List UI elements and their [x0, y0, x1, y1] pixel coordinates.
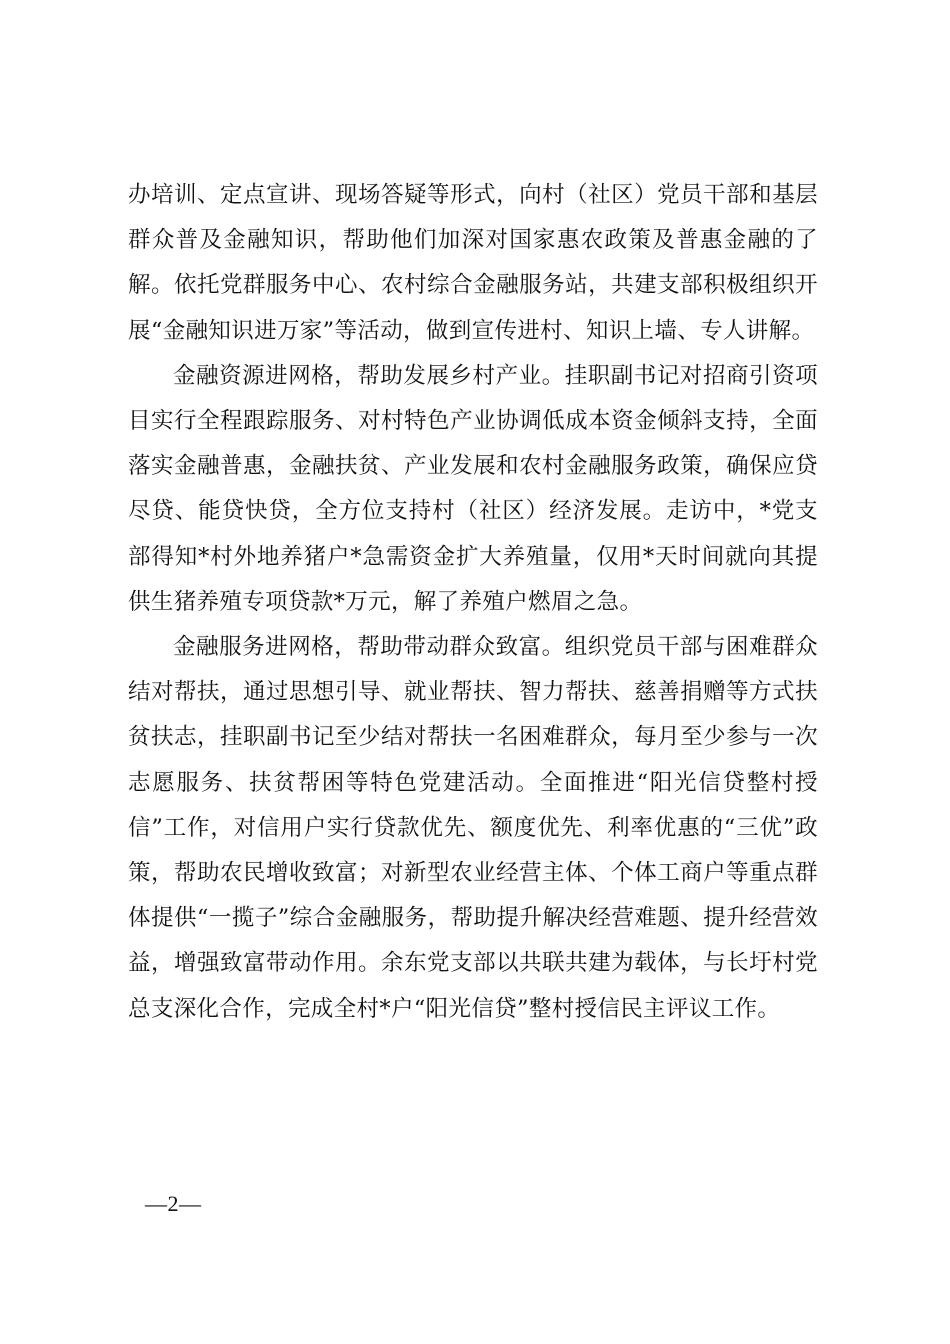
page-number: —2—: [145, 1191, 202, 1216]
paragraph-2: 金融资源进网格，帮助发展乡村产业。挂职副书记对招商引资项目实行全程跟踪服务、对村特色产业协调低成本资金倾斜支持，全面落实金融普惠，金融扶贫、产业发展和农村金融服务政策，确保应贷尽贷、能贷快贷，全方位支持村（社区）经济发展。走访中，*党支部得知*村外地养猪户*急需资金扩大养殖量，仅用*天时间就向其提供生猪养殖专项贷款*万元，解了养殖户燃眉之急。: [128, 362, 818, 615]
body-text: [128, 173, 818, 1032]
paragraph-1: 办培训、定点宣讲、现场答疑等形式，向村（社区）党员干部和基层群众普及金融知识，帮助他们加深对国家惠农政策及普惠金融的了解。依托党群服务中心、农村综合金融服务站，共建支部积极组织开展“金融知识进万家”等活动，做到宣传进村、知识上墙、专人讲解。: [128, 182, 818, 344]
paragraph-3: 金融服务进网格，帮助带动群众致富。组织党员干部与困难群众结对帮扶，通过思想引导、就业帮扶、智力帮扶、慈善捐赠等方式扶贫扶志，挂职副书记至少结对帮扶一名困难群众，每月至少参与一次志愿服务、扶贫帮困等特色党建活动。全面推进“阳光信贷整村授信”工作，对信用户实行贷款优先、额度优先、利率优惠的“三优”政策，帮助农民增收致富；对新型农业经营主体、个体工商户等重点群体提供“一揽子”综合金融服务，帮助提升解决经营难题、提升经营效益，增强致富带动作用。余东党支部以共联共建为载体，与长圩村党总支深化合作，完成全村*户“阳光信贷”整村授信民主评议工作。: [128, 634, 818, 1022]
